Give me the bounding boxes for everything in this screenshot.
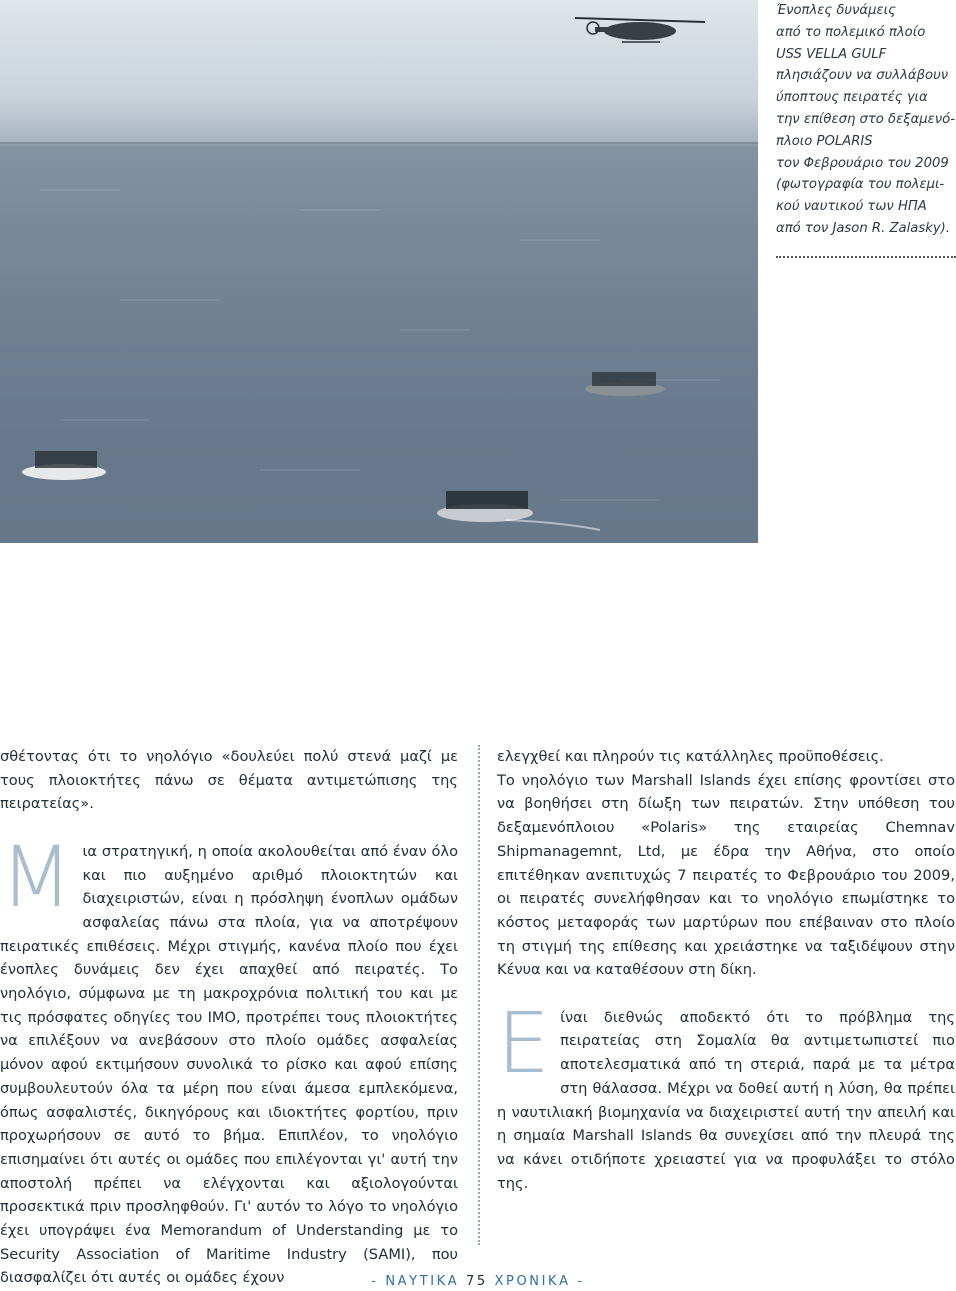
paragraph-text: ίναι διεθνώς αποδεκτό ότι το πρόβλημα της πειρατείας στη Σομαλία θα αντιμετωπιστεί πιο αποτελεσματικά από τη στεριά, παρά με τα μέτρα στη θάλασσα. Μέχρι να δοθεί αυτή η λύση, θα πρέπει η ναυτιλιακή βιομηχανία να διαχειριστεί αυτή την απειλή και η σημαία Marshall Islands θα συνεχίσει από την πλευρά της να κάνει οτιδήποτε χρειαστεί για να προφυλάξει το στόλο της.	[497, 1008, 955, 1192]
caption-line: κού ναυτικού των ΗΠΑ	[776, 199, 927, 215]
drop-cap: Μ	[0, 827, 73, 926]
paragraph: σθέτοντας ότι το νηολόγιο «δουλεύει πολύ στενά μαζί με τους πλοιοκτήτες πάνω σε θέματα αντιμετώπισης της πειρατείας».	[0, 748, 458, 813]
column-divider	[478, 745, 480, 1245]
caption-line: USS VELLA GULF	[776, 46, 887, 62]
caption-line: ύποπτους πειρατές για	[776, 90, 928, 106]
paragraph: ελεγχθεί και πληρούν τις κατάλληλες προϋποθέσεις.	[497, 748, 884, 765]
paragraph	[497, 993, 955, 1196]
paragraph-text: ια στρατηγική, η οποία ακολουθείται από έναν όλο και πιο αυξημένο αριθμό πλοιοκτητών και διαχειριστών, είναι η πρόσληψη ένοπλων ομάδων ασφαλείας πάνω στα πλοία, για να αποτρέψουν πειρατικές επιθέσεις. Μέχρι στιγμής, κανένα πλοίο που έχει ένοπλες δυνάμεις δεν έχει απαχθεί από πειρατές. Το νηολόγιο, σύμφωνα με τη μακροχρόνια πολιτική του και με τις πρόσφατες οδηγίες του ΙΜΟ, προτρέπει τους πλοιοκτήτες να επιλέξουν να ανεβάσουν στο πλοίο ομάδες ασφαλείας μόνον αφού εκτιμήσουν συνολικά το ρίσκο και αφού επίσης συμβουλευτούν όλα τα μέρη που είναι άμεσα εμπλεκόμενα, όπως ασφαλιστές, δικηγόρους και ιδιοκτήτες φορτίου, πριν προχωρήσουν σε αυτό το βήμα. Επιπλέον, το νηολόγιο επισημαίνει ότι αυτές οι ομάδες που επιλέγονται γι' αυτή την αποστολή πρέπει να ελέγχονται και αξιολογούνται προσεκτικά πριν προσληφθούν. Γι' αυτόν το λόγο το νηολόγιο έχει υπογράψει ένα Memorandum of Understanding με το Security Association of Maritime Industry (SAMI), που διασφαλίζει ότι αυτές οι ομάδες έχουν	[0, 842, 458, 1287]
page-footer	[0, 1274, 956, 1289]
caption-divider	[776, 256, 956, 258]
boat-icon	[437, 491, 600, 530]
footer-right: ΧΡΟΝΙΚΑ -	[494, 1274, 585, 1289]
photo-illustration	[0, 0, 758, 543]
sea-photo	[0, 0, 758, 543]
paragraph	[0, 827, 458, 1290]
caption-line: από το πολεμικό πλοίο	[776, 24, 926, 40]
boat-icon	[585, 372, 665, 396]
helicopter-icon	[575, 18, 705, 42]
boat-icon	[22, 451, 106, 480]
paragraph: Το νηολόγιο των Marshall Islands έχει επίσης φροντίσει στο να βοηθήσει στη δίωξη των πειρατών. Στην υπόθεση του δεξαμενόπλοιου «Polaris» της εταιρείας Chemnav Shipmanagemnt, Ltd, με έδρα την Αθήνα, στο οποίο επιτέθηκαν ανεπιτυχώς 7 πειρατές το Φεβρουάριο του 2009, οι πειρατές συνελήφθησαν και το νηολόγιο επωμίστηκε το κόστος μεταφοράς των μαρτύρων που επέβαιναν στο πλοίο τη στιγμή της επίθεσης και χρειάστηκε να ταξιδέψουν στην Κένυα και να καταθέσουν στη δίκη.	[497, 771, 955, 979]
caption-line: Ένοπλες δυνάμεις	[776, 3, 896, 18]
caption-line: πλοιο POLARIS	[776, 133, 873, 149]
drop-cap: Ε	[497, 993, 551, 1092]
page-number: 75	[466, 1274, 488, 1289]
text-column-right	[497, 745, 955, 1195]
caption-line: την επίθεση στο δεξαμενό-	[776, 111, 956, 127]
caption-line: πλησιάζουν να συλλάβουν	[776, 68, 949, 84]
photo-caption	[776, 0, 956, 240]
text-column-left	[0, 745, 458, 1290]
caption-line: από τον Jason R. Zalasky).	[776, 220, 950, 236]
caption-line: (φωτογραφία του πολεμι-	[776, 177, 945, 193]
caption-line: τον Φεβρουάριο του 2009	[776, 155, 949, 171]
footer-left: - ΝΑΥΤΙΚΑ	[371, 1274, 460, 1289]
paragraph-spacer	[497, 982, 955, 1006]
